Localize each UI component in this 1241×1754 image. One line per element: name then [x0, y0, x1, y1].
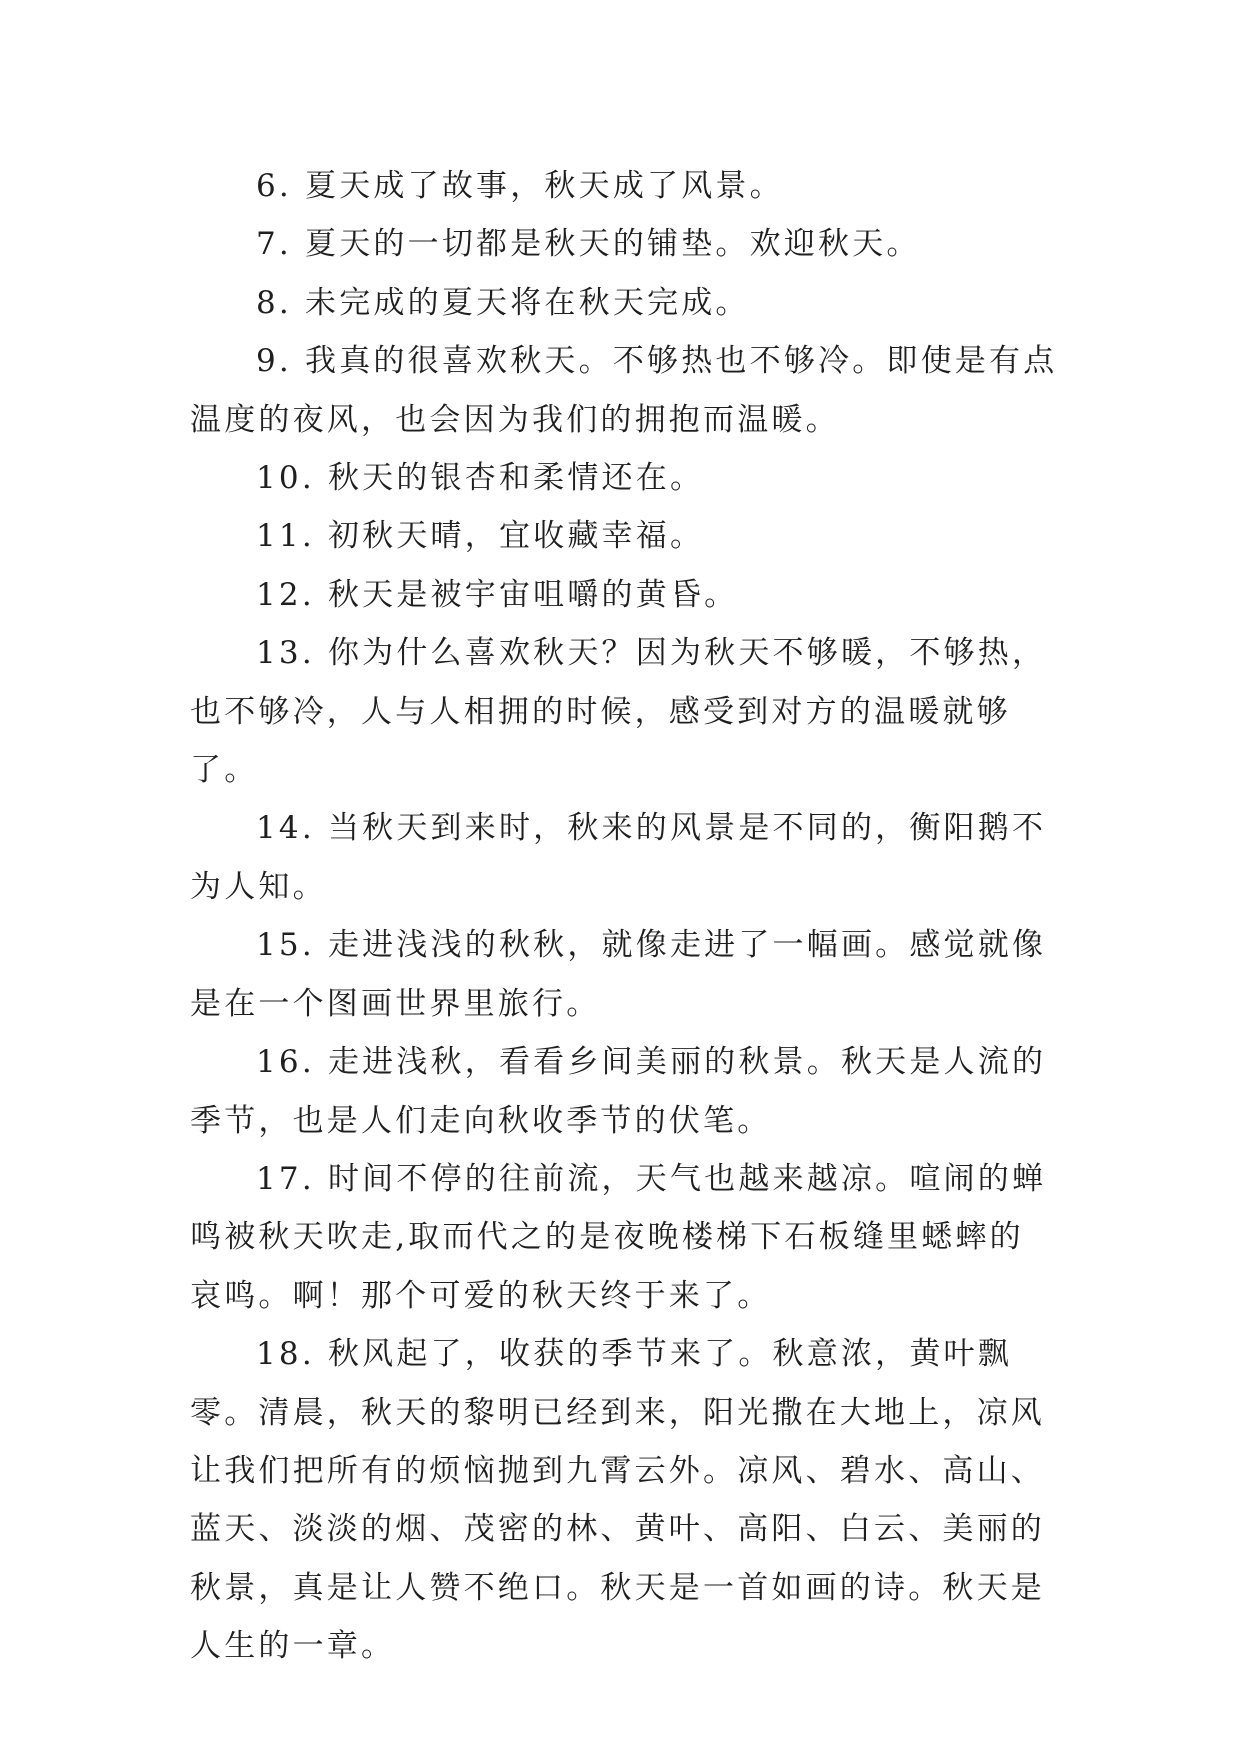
paragraph-7: 7. 夏天的一切都是秋天的铺垫。欢迎秋天。: [256, 226, 921, 263]
paragraph-13: 13. 你为什么喜欢秋天？因为秋天不够暖，不够热，也不够冷，人与人相拥的时候，感受到对方的温暖就够了。: [190, 635, 1047, 789]
paragraph-9: 9. 我真的很喜欢秋天。不够热也不够冷。即使是有点温度的夜风，也会因为我们的拥抱而温暖。: [190, 343, 1058, 438]
paragraph-10: 10. 秋天的银杏和柔情还在。: [256, 460, 705, 497]
paragraph-17: 17. 时间不停的往前流，天气也越来越凉。喧闹的蝉鸣被秋天吹走,取而代之的是夜晚楼梯下石板缝里蟋蟀的哀鸣。啊！那个可爱的秋天终于来了。: [190, 1160, 1047, 1314]
paragraph-8: 8. 未完成的夏天将在秋天完成。: [256, 284, 750, 321]
paragraph-16: 16. 走进浅秋，看看乡间美丽的秋景。秋天是人流的季节，也是人们走向秋收季节的伏笔。: [190, 1044, 1047, 1139]
paragraph-14: 14. 当秋天到来时，秋来的风景是不同的，衡阳鹅不为人知。: [190, 810, 1047, 905]
paragraph-11: 11. 初秋天晴，宜收藏幸福。: [256, 518, 705, 555]
paragraph-12: 12. 秋天是被宇宙咀嚼的黄昏。: [256, 576, 739, 613]
paragraph-18: 18. 秋风起了，收获的季节来了。秋意浓，黄叶飘零。清晨，秋天的黎明已经到来，阳光撒在大地上，凉风让我们把所有的烦恼抛到九霄云外。凉风、碧水、高山、蓝天、淡淡的烟、茂密的林、黄叶、高阳、白云、美丽的秋景，真是让人赞不绝口。秋天是一首如画的诗。秋天是人生的一章。: [190, 1336, 1045, 1665]
document-body: [190, 157, 1058, 1676]
paragraph-15: 15. 走进浅浅的秋秋，就像走进了一幅画。感觉就像是在一个图画世界里旅行。: [190, 927, 1047, 1022]
paragraph-6: 6. 夏天成了故事，秋天成了风景。: [256, 168, 784, 204]
